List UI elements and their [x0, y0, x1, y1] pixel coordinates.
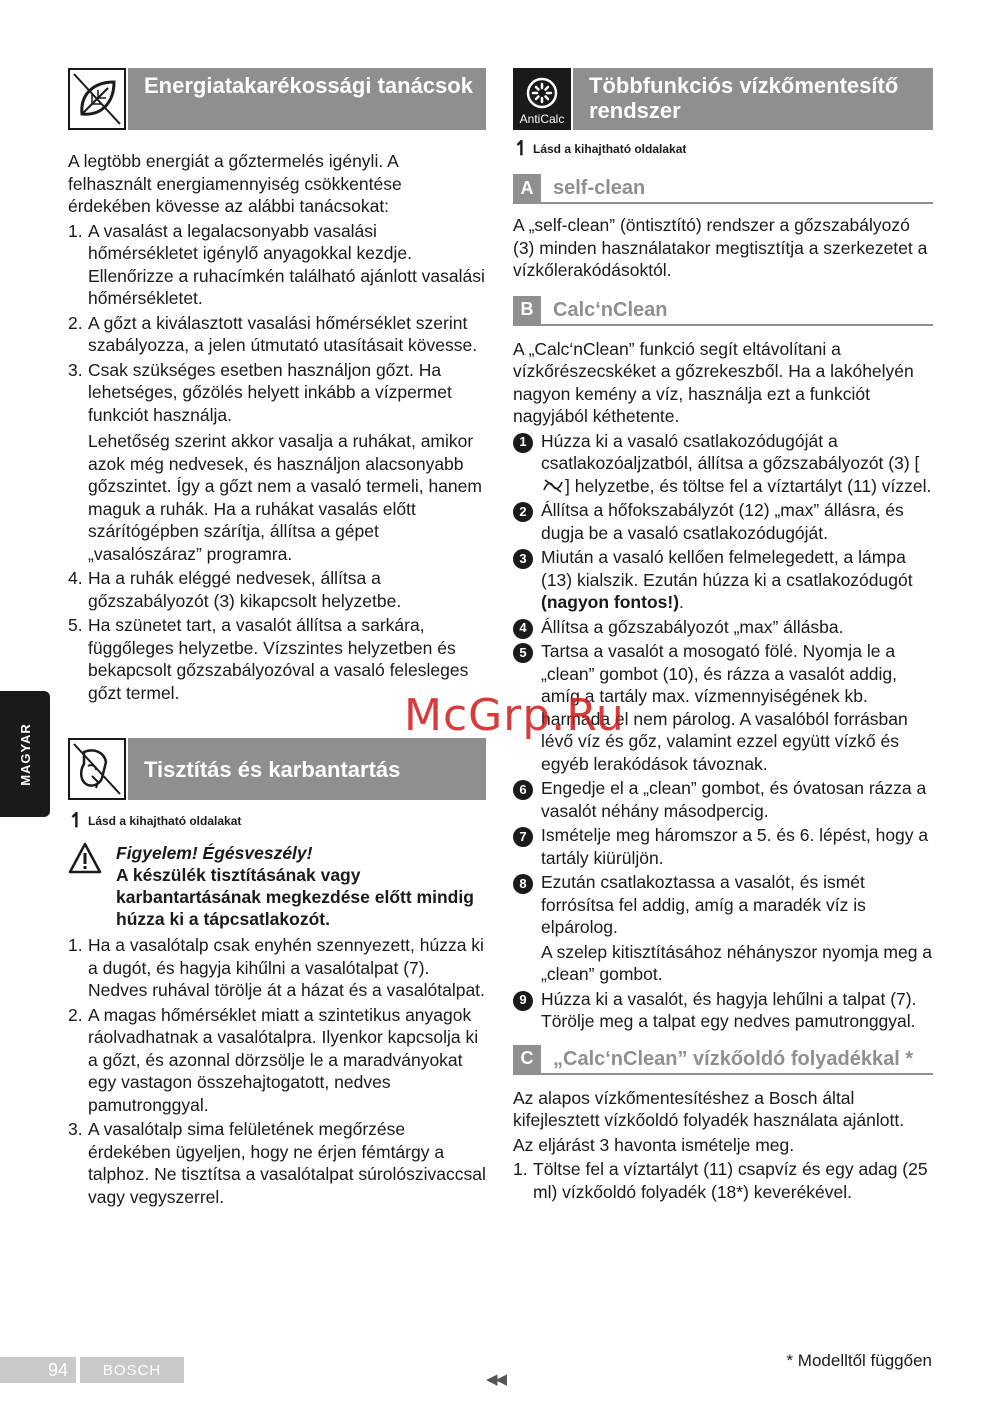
energy-list [68, 220, 486, 705]
step-number: 9 [513, 991, 533, 1011]
list-item: 5. Ha szünetet tart, a vasalót állítsa a sarkára, függőleges helyzetbe. Vízszintes helyzetben és bekapcsolt gőzszabályozóval a vasaló felesleges gőzt termel. [68, 615, 469, 703]
step-number: 5 [513, 643, 533, 663]
step-number: 7 [513, 827, 533, 847]
subsection-header-a [513, 174, 933, 204]
step-item: 4 Állítsa a gőzszabályozót „max” állásba. [513, 616, 933, 639]
fold-out-reference: ↿ Lásd a kihajtható oldalakat [513, 138, 687, 160]
list-item: 1. Töltse fel a víztartályt (11) csapvíz és egy adag (25 ml) vízkőoldó folyadék (18*) keverékével. [513, 1159, 928, 1202]
step-item: 8 Ezután csatlakoztassa a vasalót, és ismét forrósítsa fel addig, amíg a maradék víz is elpárolog. A szelep kitisztításához néhányszor nyomja meg a „clean” gombot. [513, 871, 933, 986]
list-item: 1. Ha a vasalótalp csak enyhén szennyezett, húzza ki a dugót, és hagyja kihűlni a vasalótalpat (7). Nedves ruhával törölje át a házat és a vasalótalpat. [68, 935, 485, 1000]
step-item: 7 Ismételje meg háromszor a 5. és 6. lépést, hogy a tartály kiürüljön. [513, 824, 933, 869]
step-item: 5 Tartsa a vasalót a mosogató fölé. Nyomja le a „clean” gombot (10), és rázza a vasalót addig, amíg a tartály max. vízmennyiségének kb. harmada el nem párolog. A vasalóból forrásban lévő víz és gőz, valamint ezzel együtt vízkő és egyéb lerakódások távoznak. [513, 640, 933, 775]
hand-cleaning-icon [68, 738, 126, 800]
subsection-title: self-clean [553, 177, 646, 199]
page-number: 94 [0, 1357, 76, 1383]
descaler-list [513, 1158, 933, 1203]
page-nav-icon: ◀◀ [486, 1371, 506, 1388]
subsection-header-b [513, 296, 933, 326]
brand-label: BOSCH [80, 1357, 184, 1383]
step-number: 3 [513, 549, 533, 569]
subsection-title: „Calc‘nClean” vízkőoldó folyadékkal * [553, 1047, 914, 1070]
calcnclean-text: A „Calc‘nClean” funkció segít eltávolítani a vízkőrészecskéket a gőzrekeszből. Ha a lakóhelyén nagyon kemény a víz, használja ezt a funkciót nagyjából kéthetente. [513, 338, 914, 426]
step-number: 6 [513, 780, 533, 800]
section-title-energy: Energiatakarékossági tanácsok [128, 68, 486, 130]
leaf-icon [68, 68, 126, 130]
subsection-title: Calc‘nClean [553, 298, 668, 321]
section-header-cleaning [68, 738, 486, 800]
descaler-repeat: Az eljárást 3 havonta ismételje meg. [513, 1134, 795, 1155]
step-number: 4 [513, 619, 533, 639]
anticalc-label: AntiCalc [519, 112, 565, 126]
anticalc-icon [513, 68, 571, 130]
step-item: 2 Állítsa a hőfokszabályzót (12) „max” állásra, és dugja be a vasaló csatlakozódugóját. [513, 499, 933, 544]
list-item: 1. A vasalást a legalacsonyabb vasalási hőmérsékletet igénylő anyagokkal kezdje. Ellenőrizze a ruhacímkén található ajánlott vasalási hőmérsékletet. [68, 220, 485, 308]
left-column [68, 68, 486, 1210]
subsection-letter: B [513, 296, 541, 324]
section-header-energy [68, 68, 486, 130]
step-number: 1 [513, 433, 533, 453]
list-item: 3. A vasalótalp sima felületének megőrzése érdekében ügyeljen, hogy ne érjen fémtárgy a talphoz. Ne tisztítsa a vasalótalpat súrolószivaccsal vagy vegyszerrel. [68, 1119, 486, 1207]
step-item: 6 Engedje el a „clean” gombot, és óvatosan rázza a vasalót néhány másodpercig. [513, 777, 933, 822]
section-title-cleaning: Tisztítás és karbantartás [128, 738, 486, 800]
list-item: 2. A gőzt a kiválasztott vasalási hőmérséklet szerint szabályozza, a jelen útmutató utasításait kövesse. [68, 312, 478, 355]
section-header-anticalc [513, 68, 933, 130]
right-column [513, 68, 933, 1205]
warning-text: A készülék tisztításának vagy karbantartásának megkezdése előtt mindig húzza ki a tápcsatlakozót. [116, 865, 474, 929]
energy-intro: A legtöbb energiát a gőztermelés igényli. A felhasznált energiamennyiség csökkentése érdekében kövesse az alábbi tanácsokat: [68, 151, 402, 216]
steam-off-icon [541, 478, 565, 494]
section-title-anticalc: Többfunkciós vízkőmentesítő rendszer [573, 68, 933, 130]
step-item: 3 Miután a vasaló kellően felmelegedett, a lámpa (13) kialszik. Ezután húzza ki a csatlakozódugót (nagyon fontos!). [513, 546, 933, 614]
cleaning-list [68, 934, 486, 1208]
subsection-letter: C [513, 1045, 541, 1073]
list-item: 2. A magas hőmérséklet miatt a szintetikus anyagok ráolvadhatnak a vasalótalpra. Ilyenkor kapcsolja ki a gőzt, és azonnal dörzsölje le a maradványokat egy vastagon összehajtogatott, nedves pamutronggyal. [68, 1004, 479, 1115]
warning-box [68, 842, 486, 930]
step-item: 9 Húzza ki a vasalót, és hagyja lehűlni a talpat (7). Törölje meg a talpat egy nedves pamutronggyal. [513, 988, 933, 1033]
arrow-up-icon: ↿ [68, 810, 85, 832]
warning-triangle-icon [68, 842, 102, 874]
fold-out-reference: ↿ Lásd a kihajtható oldalakat [68, 810, 242, 832]
step-number: 8 [513, 874, 533, 894]
descaler-text: Az alapos vízkőmentesítéshez a Bosch által kifejlesztett vízkőoldó folyadék használata ajánlott. [513, 1087, 905, 1130]
step-item: 1 Húzza ki a vasaló csatlakozódugóját a csatlakozóaljzatból, állítsa a gőzszabályozót (3) [] helyzetbe, és töltse fel a víztartályt (11) vízzel. [513, 430, 933, 498]
watermark: McGrp.Ru [404, 690, 625, 741]
subsection-header-c [513, 1045, 933, 1075]
list-item: 3. Csak szükséges esetben használjon gőzt. Ha lehetséges, gőzölés helyett inkább a vízpermet funkciót használja. Lehetőség szerint akkor vasalja a ruhákat, amikor azok még nedvesek, és használjon alacsonyabb gőzszintet. Így a gőzt nem a vasaló termeli, hanem maguk a ruhák. Ha a ruhákat vasalás előtt szárítógépben szárítja, állítsa a gépet „vasalószáraz” programra. [68, 359, 482, 564]
warning-title: Figyelem! Égésveszély! [116, 843, 313, 863]
subsection-letter: A [513, 174, 541, 202]
language-tab: MAGYAR [0, 691, 50, 817]
footnote: * Modelltől függően [786, 1351, 932, 1370]
step-number: 2 [513, 502, 533, 522]
arrow-up-icon: ↿ [513, 138, 530, 160]
list-item: 4. Ha a ruhák eléggé nedvesek, állítsa a gőzszabályozót (3) kikapcsolt helyzetbe. [68, 568, 402, 611]
self-clean-text: A „self-clean” (öntisztító) rendszer a gőzszabályozó (3) minden használatakor megtisztítja a szerkezetet a vízkőlerakódásoktól. [513, 215, 928, 280]
